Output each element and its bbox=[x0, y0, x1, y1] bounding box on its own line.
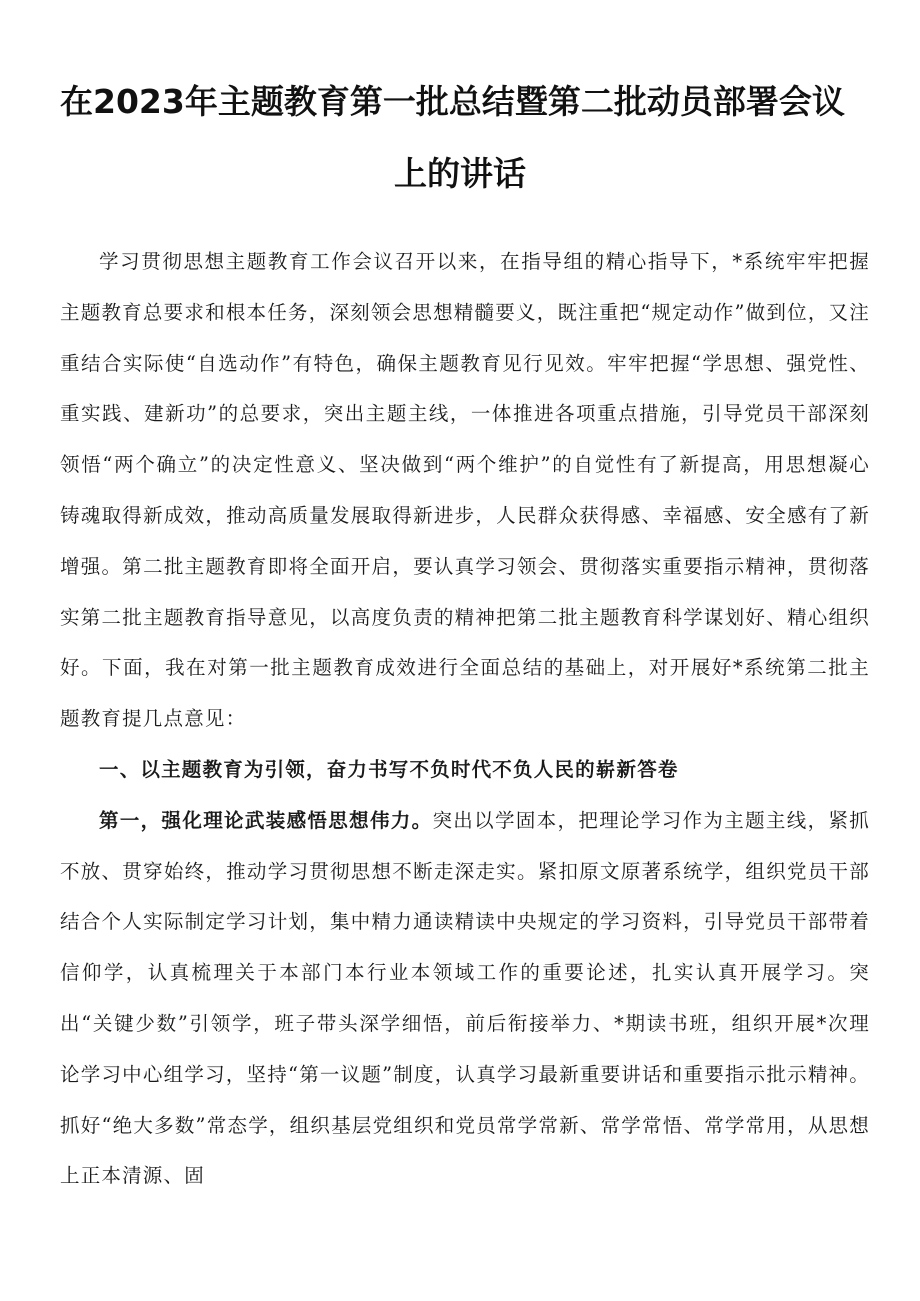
section-heading-1: 一、以主题教育为引领，奋力书写不负时代不负人民的崭新答卷 bbox=[99, 757, 679, 781]
document-body bbox=[60, 237, 870, 1202]
document-title-line-2: 上的讲话 bbox=[394, 154, 526, 193]
paragraph-intro: 学习贯彻思想主题教育工作会议召开以来，在指导组的精心指导下，*系统牢牢把握主题教育总要求和根本任务，深刻领会思想精髓要义，既注重把“规定动作”做到位，又注重结合实际使“自选动作”有特色，确保主题教育见行见效。牢牢把握“学思想、强党性、重实践、建新功”的总要求，突出主题主线，一体推进各项重点措施，引导党员干部深刻领悟“两个确立”的决定性意义、坚决做到“两个维护”的自觉性有了新提高，用思想凝心铸魂取得新成效，推动高质量发展取得新进步，人民群众获得感、幸福感、安全感有了新增强。第二批主题教育即将全面开启，要认真学习领会、贯彻落实重要指示精神，贯彻落实第二批主题教育指导意见，以高度负责的精神把第二批主题教育科学谋划好、精心组织好。下面，我在对第一批主题教育成效进行全面总结的基础上，对开展好*系统第二批主题教育提几点意见： bbox=[60, 250, 870, 731]
paragraph-theory-body: 突出以学固本，把理论学习作为主题主线，紧抓不放、贯穿始终，推动学习贯彻思想不断走深走实。紧扣原文原著系统学，组织党员干部结合个人实际制定学习计划，集中精力通读精读中央规定的学习资料，引导党员干部带着信仰学，认真梳理关于本部门本行业本领域工作的重要论述，扎实认真开展学习。突出“关键少数”引领学，班子带头深学细悟，前后衔接举力、*期读书班，组织开展*次理论学习中心组学习，坚持“第一议题”制度，认真学习最新重要讲话和重要指示批示精神。抓好“绝大多数”常态学，组织基层党组织和党员常学常新、常学常悟、常学常用，从思想上正本清源、固 bbox=[60, 808, 870, 1188]
paragraph-theory-lead: 第一，强化理论武装感悟思想伟力。 bbox=[99, 808, 433, 832]
paragraph-theory bbox=[60, 796, 870, 1202]
document-title-line-1: 在2023年主题教育第一批总结暨第二批动员部署会议 bbox=[60, 82, 845, 121]
